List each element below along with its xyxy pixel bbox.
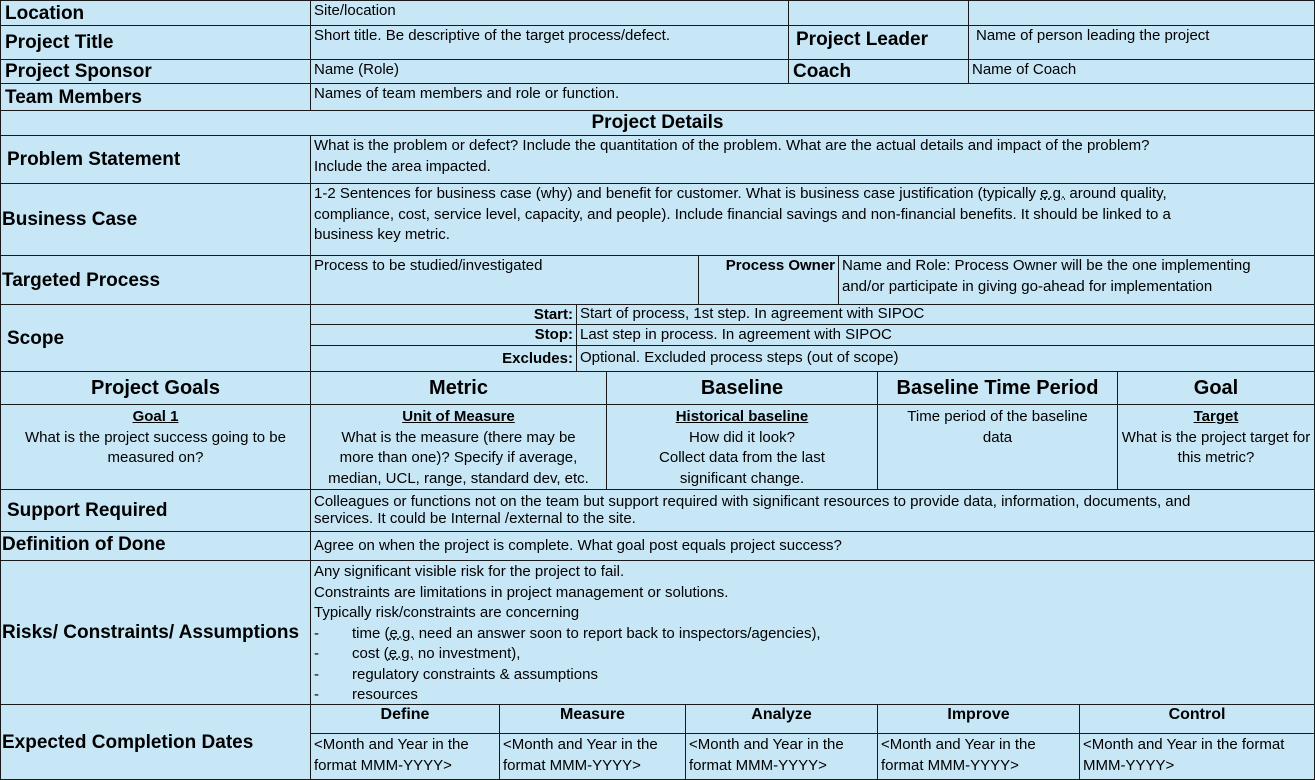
goals-header-goal: Goal xyxy=(1117,371,1315,405)
coach-label: Coach xyxy=(788,59,969,84)
leader-value-spacer xyxy=(968,0,1315,26)
scope-stop-label: Stop: xyxy=(310,324,577,346)
goals-header-baseline-period: Baseline Time Period xyxy=(877,371,1118,405)
problem-statement-field[interactable] xyxy=(310,135,1315,184)
metric-line-3: median, UCL, range, standard dev, etc. xyxy=(328,469,589,487)
metric-cell[interactable] xyxy=(310,404,607,490)
location-field[interactable]: Site/location xyxy=(310,0,789,26)
metric-title: Unit of Measure xyxy=(402,408,515,425)
risks-label: Risks/ Constraints/ Assumptions xyxy=(0,560,311,705)
phase-measure-header: Measure xyxy=(499,704,686,734)
risks-item-resources: - resources xyxy=(314,686,418,703)
definition-of-done-field[interactable]: Agree on when the project is complete. What goal post equals project success? xyxy=(310,531,1315,561)
metric-line-2: more than one)? Specify if average, xyxy=(339,449,578,466)
risks-item-cost: - cost (e.g. no investment), xyxy=(314,645,521,662)
phase-improve-header: Improve xyxy=(877,704,1080,734)
owner-line-1: Name and Role: Process Owner will be the one implementing xyxy=(842,257,1251,274)
project-sponsor-field[interactable]: Name (Role) xyxy=(310,59,789,84)
goal-1-title: Goal 1 xyxy=(132,408,179,425)
goal-target-cell[interactable] xyxy=(1117,404,1315,490)
baseline-period-text: Time period of the baseline data xyxy=(907,408,1088,446)
project-details-header: Project Details xyxy=(0,110,1315,136)
scope-label: Scope xyxy=(0,304,311,372)
phase-define-header: Define xyxy=(310,704,500,734)
risks-line-3: Typically risk/constraints are concerning xyxy=(314,604,580,621)
goals-header-metric: Metric xyxy=(310,371,607,405)
support-line-2: services. It could be Internal /external to the site. xyxy=(314,510,636,527)
project-leader-label: Project Leader xyxy=(788,25,969,60)
project-title-field[interactable]: Short title. Be descriptive of the target process/defect. xyxy=(310,25,789,60)
project-title-label: Project Title xyxy=(0,25,311,60)
business-line-2: compliance, cost, service level, capacity, and people). Include financial savings and non-financial benefits. It should be linked to a xyxy=(314,205,1171,223)
problem-line-2: Include the area impacted. xyxy=(314,157,491,175)
risks-item-regulatory: - regulatory constraints & assumptions xyxy=(314,665,598,683)
business-case-label: Business Case xyxy=(0,183,311,256)
business-eg: e.g. xyxy=(1040,185,1066,202)
goal-1-cell[interactable] xyxy=(0,404,311,490)
phase-define-date[interactable]: <Month and Year in the format MMM-YYYY> xyxy=(310,733,500,780)
baseline-line-1: How did it look? xyxy=(689,428,795,446)
phase-improve-date[interactable]: <Month and Year in the format MMM-YYYY> xyxy=(877,733,1080,780)
location-label: Location xyxy=(0,0,311,26)
definition-of-done-label: Definition of Done xyxy=(0,531,311,561)
project-sponsor-label: Project Sponsor xyxy=(0,59,311,84)
process-owner-label: Process Owner xyxy=(698,255,839,305)
goal-target-text: What is the project target for this metric? xyxy=(1121,428,1311,466)
goals-header-baseline: Baseline xyxy=(606,371,878,405)
support-required-field[interactable] xyxy=(310,489,1315,532)
scope-excludes-label: Excludes: xyxy=(310,345,577,372)
scope-stop-field[interactable]: Last step in process. In agreement with SIPOC xyxy=(576,324,1315,346)
business-case-field[interactable] xyxy=(310,183,1315,256)
baseline-title: Historical baseline xyxy=(675,408,809,425)
team-members-field[interactable]: Names of team members and role or function. xyxy=(310,83,1315,111)
targeted-process-label: Targeted Process xyxy=(0,255,311,305)
goal-target-title: Target xyxy=(1193,408,1239,425)
phase-control-date[interactable]: <Month and Year in the format MMM-YYYY> xyxy=(1079,733,1315,780)
scope-excludes-field[interactable]: Optional. Excluded process steps (out of scope) xyxy=(576,345,1315,372)
baseline-period-cell[interactable] xyxy=(877,404,1118,490)
targeted-process-field[interactable]: Process to be studied/investigated xyxy=(310,255,699,305)
baseline-cell[interactable] xyxy=(606,404,878,490)
team-members-label: Team Members xyxy=(0,83,311,111)
problem-statement-label: Problem Statement xyxy=(0,135,311,184)
support-required-label: Support Required xyxy=(0,489,311,532)
risks-item-time: - time (e.g. need an answer soon to report back to inspectors/agencies), xyxy=(314,624,821,642)
risks-line-1: Any significant visible risk for the project to fail. xyxy=(314,563,625,580)
coach-field[interactable]: Name of Coach xyxy=(968,59,1315,84)
process-owner-field[interactable] xyxy=(838,255,1315,305)
project-leader-field[interactable]: Name of person leading the project xyxy=(968,25,1315,60)
phase-measure-date[interactable]: <Month and Year in the format MMM-YYYY> xyxy=(499,733,686,780)
support-line-1: Colleagues or functions not on the team but support required with significant resources to provide data, information, documents, and xyxy=(314,493,1191,510)
risks-line-2: Constraints are limitations in project management or solutions. xyxy=(314,583,729,601)
business-line-1a: 1-2 Sentences for business case (why) and benefit for customer. What is business case justification (typically xyxy=(314,185,1041,202)
scope-start-field[interactable]: Start of process, 1st step. In agreement with SIPOC xyxy=(576,304,1315,325)
phase-control-header: Control xyxy=(1079,704,1315,734)
business-line-3: business key metric. xyxy=(314,226,450,243)
completion-label: Expected Completion Dates xyxy=(0,704,311,780)
owner-line-2: and/or participate in giving go-ahead for implementation xyxy=(842,277,1213,295)
scope-start-label: Start: xyxy=(310,304,577,325)
goals-header-project-goals: Project Goals xyxy=(0,371,311,405)
baseline-line-2: Collect data from the last xyxy=(659,449,825,466)
goal-1-text: What is the project success going to be measured on? xyxy=(25,428,286,466)
risks-field[interactable] xyxy=(310,560,1315,705)
metric-line-1: What is the measure (there may be xyxy=(341,428,576,446)
leader-label-spacer xyxy=(788,0,969,26)
phase-analyze-header: Analyze xyxy=(685,704,878,734)
problem-line-1: What is the problem or defect? Include the quantitation of the problem. What are the actual details and impact of the problem? xyxy=(314,137,1150,154)
baseline-line-3: significant change. xyxy=(679,469,805,487)
phase-analyze-date[interactable]: <Month and Year in the format MMM-YYYY> xyxy=(685,733,878,780)
business-line-1b: around quality, xyxy=(1065,185,1167,202)
